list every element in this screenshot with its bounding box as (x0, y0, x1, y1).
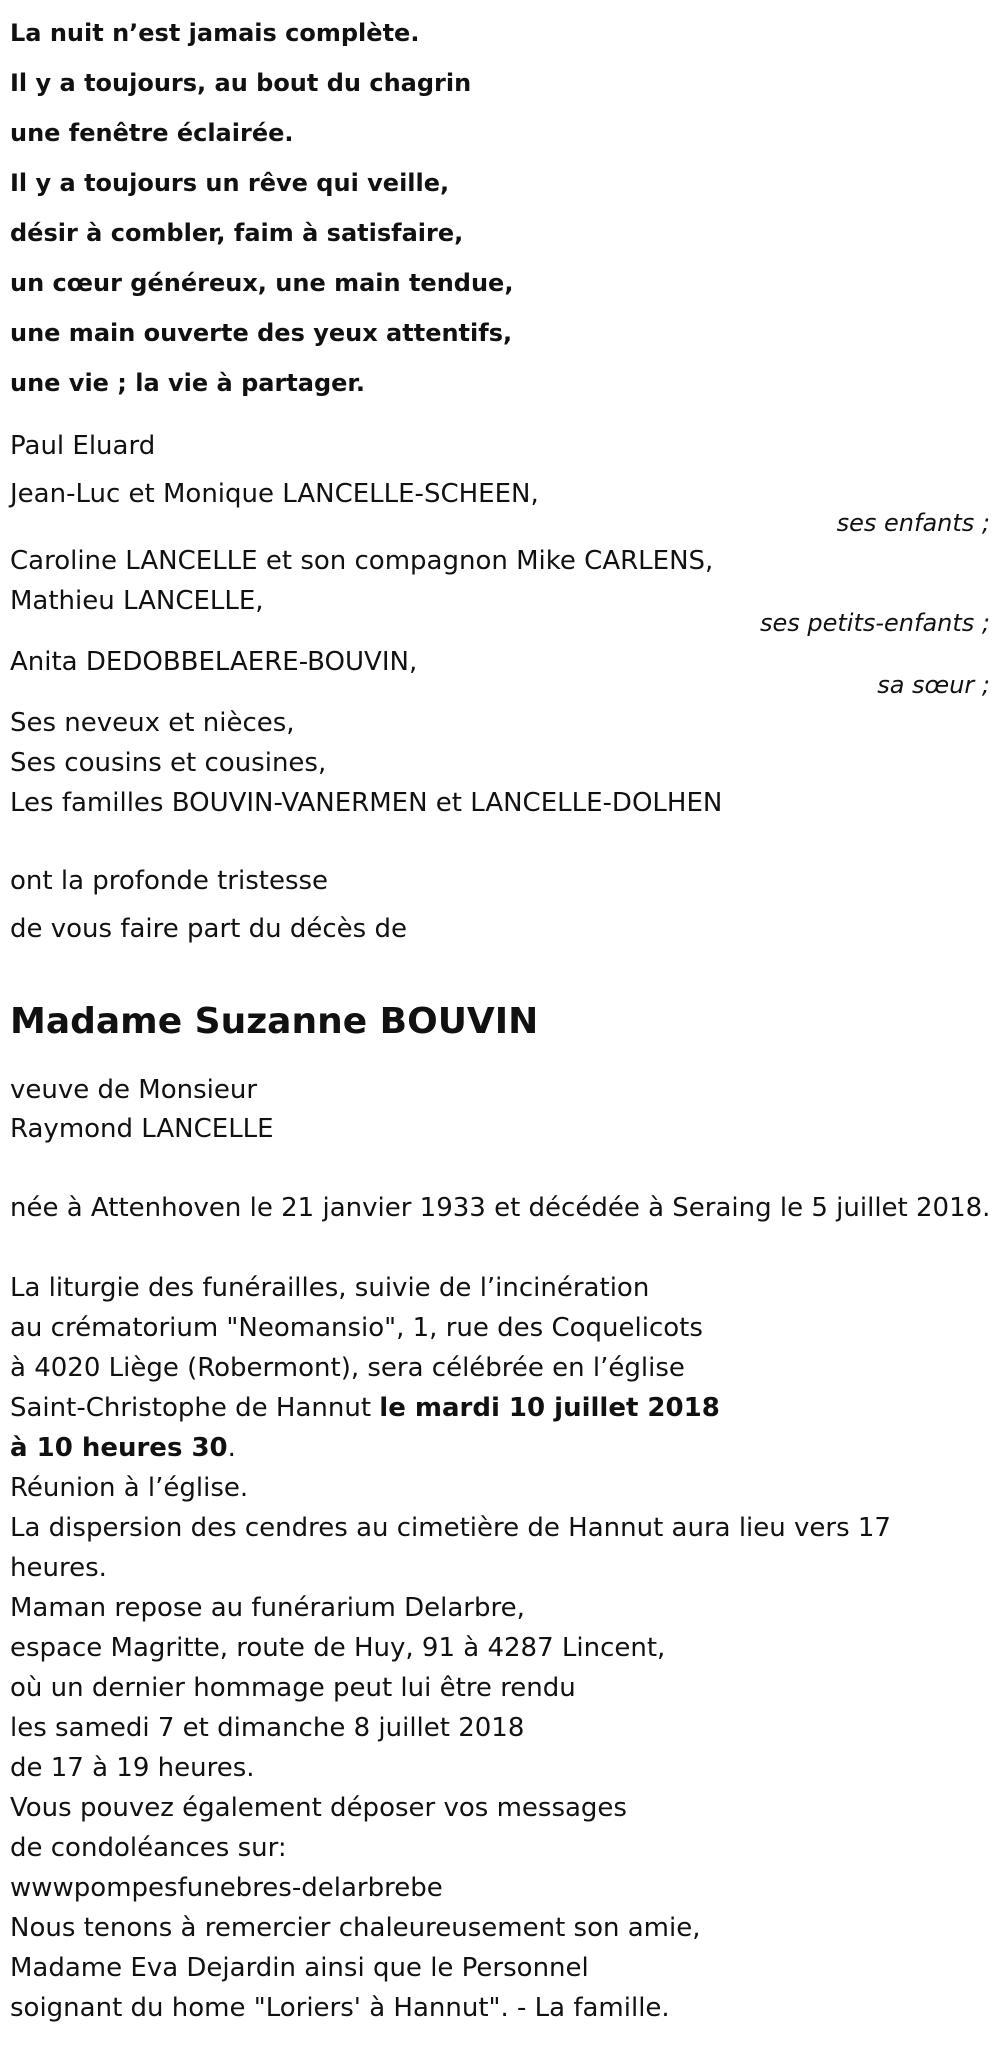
period: . (227, 1433, 236, 1463)
family-sister: Anita DEDOBBELAERE-BOUVIN, (10, 647, 418, 677)
poem-author: Paul Eluard (10, 431, 156, 461)
poem-line: une main ouverte des yeux attentifs, (10, 319, 513, 347)
family-grandchild-1: Caroline LANCELLE et son compagnon Mike CARLENS, (10, 546, 714, 576)
church-text: Saint-Christophe de Hannut (10, 1393, 380, 1423)
poem-line: une fenêtre éclairée. (10, 119, 294, 147)
funeral-line: de condoléances sur: (10, 1833, 287, 1863)
widow-line-1: veuve de Monsieur (10, 1075, 258, 1105)
deceased-name: Madame Suzanne BOUVIN (10, 1001, 539, 1042)
poem (10, 8, 513, 408)
funeral-line: Réunion à l’église. (10, 1473, 249, 1503)
poem-line: Il y a toujours, au bout du chagrin (10, 69, 472, 97)
funeral-line: de 17 à 19 heures. (10, 1753, 255, 1783)
funeral-line: heures. (10, 1553, 107, 1583)
announcement-line-1: ont la profonde tristesse (10, 866, 329, 896)
children-role: ses enfants ; (836, 509, 990, 537)
sister-role: sa sœur ; (877, 671, 990, 699)
funeral-line: où un dernier hommage peut lui être rendu (10, 1673, 576, 1703)
poem-line: La nuit n’est jamais complète. (10, 19, 420, 47)
poem-line: désir à combler, faim à satisfaire, (10, 219, 464, 247)
funeral-line: les samedi 7 et dimanche 8 juillet 2018 (10, 1713, 525, 1743)
family-cousins: Ses cousins et cousines, (10, 748, 327, 778)
funeral-details (10, 1268, 891, 2028)
funeral-line: La dispersion des cendres au cimetière de Hannut aura lieu vers 17 (10, 1513, 891, 1543)
family-grandchild-2: Mathieu LANCELLE, (10, 586, 264, 616)
funeral-line: La liturgie des funérailles, suivie de l’incinération (10, 1273, 650, 1303)
funeral-line: au crématorium "Neomansio", 1, rue des Coquelicots (10, 1313, 703, 1343)
grandchildren-role: ses petits-enfants ; (759, 609, 990, 637)
funeral-line: Vous pouvez également déposer vos messages (10, 1793, 627, 1823)
poem-line: un cœur généreux, une main tendue, (10, 269, 514, 297)
condolence-website: wwwpompesfunebres-delarbrebe (10, 1873, 443, 1903)
funeral-line (10, 1388, 891, 1428)
poem-line: une vie ; la vie à partager. (10, 369, 365, 397)
birth-death: née à Attenhoven le 21 janvier 1933 et décédée à Seraing le 5 juillet 2018. (10, 1193, 991, 1223)
family-children: Jean-Luc et Monique LANCELLE-SCHEEN, (10, 479, 539, 509)
funeral-line: espace Magritte, route de Huy, 91 à 4287 Lincent, (10, 1633, 666, 1663)
announcement-line-2: de vous faire part du décès de (10, 914, 407, 944)
funeral-line: Madame Eva Dejardin ainsi que le Personnel (10, 1953, 589, 1983)
widow-line-2: Raymond LANCELLE (10, 1114, 274, 1144)
funeral-line: à 4020 Liège (Robermont), sera célébrée en l’église (10, 1353, 685, 1383)
poem-line: Il y a toujours un rêve qui veille, (10, 169, 450, 197)
funeral-time: à 10 heures 30 (10, 1433, 228, 1463)
family-nephews: Ses neveux et nièces, (10, 708, 295, 738)
funeral-line: soignant du home "Loriers' à Hannut". - La famille. (10, 1993, 670, 2023)
funeral-line (10, 1428, 891, 1468)
family-families: Les familles BOUVIN-VANERMEN et LANCELLE-DOLHEN (10, 788, 723, 818)
funeral-date: le mardi 10 juillet 2018 (379, 1393, 720, 1423)
funeral-line: Nous tenons à remercier chaleureusement son amie, (10, 1913, 701, 1943)
funeral-line: Maman repose au funérarium Delarbre, (10, 1593, 525, 1623)
